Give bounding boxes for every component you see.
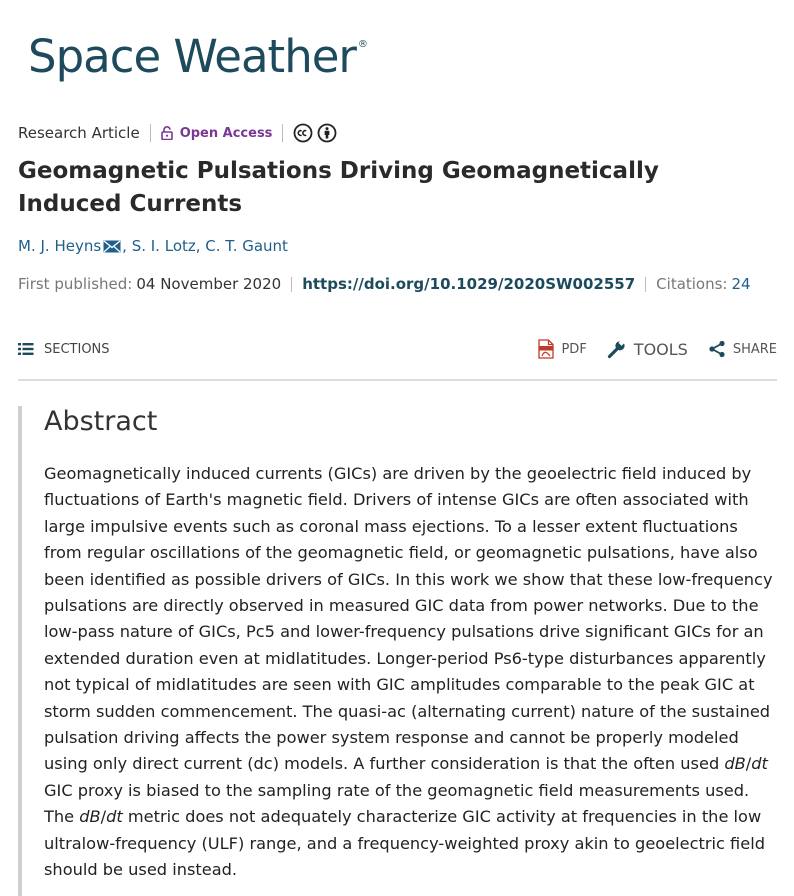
open-access-label: Open Access (179, 125, 273, 141)
abstract-body (44, 461, 779, 884)
share-label: SHARE (732, 341, 777, 357)
tools-label: TOOLS (633, 339, 688, 359)
wrench-icon (607, 339, 627, 359)
journal-name[interactable]: Space Weather (28, 30, 356, 83)
citations-count[interactable]: 24 (731, 275, 751, 293)
divider (150, 124, 151, 142)
creative-commons-icon (293, 123, 313, 143)
abstract-section (18, 406, 781, 896)
first-published-label: First published: (18, 275, 133, 293)
math-dB: dB (79, 807, 101, 827)
author-separator: , (195, 237, 206, 255)
lock-open-icon (161, 126, 173, 140)
divider (282, 124, 283, 142)
abstract-text: Geomagnetically induced currents (GICs) are driven by the geoelectric field induced by fluctuations of Earth's magnetic field. Drivers of intense GICs are often associated with large impulsive events such as coronal mass ejections. To a lesser extent fluctuations from regular oscillations of the geomagnetic field, or geomagnetic pulsations, have also been identified as possible drivers of GICs. In this work we show that these low-frequency pulsations are directly observed in measured GIC data from power networks. Due to the low-pass nature of GICs, Pc5 and lower-frequency pulsations drive significant GICs for an extended duration even at midlatitudes. Longer-period Ps6-type disturbances apparently not typical of midlatitudes are seen with GIC amplitudes comparable to the peak GIC at storm sudden commencement. The quasi-ac (alternating current) nature of the sustained pulsation driving affects the power system response and cannot be properly modeled using only direct current (dc) models. A further consideration is that the often used (44, 464, 773, 774)
article-meta (18, 122, 337, 144)
math-dt: dt (751, 754, 768, 774)
license-badge[interactable] (293, 123, 337, 143)
open-access-badge[interactable] (161, 126, 273, 141)
registered-mark: ® (357, 39, 368, 50)
toolbar-divider (18, 379, 777, 381)
math-slash: / (100, 807, 107, 827)
toolbar-actions (518, 339, 777, 359)
author-link[interactable]: S. I. Lotz (131, 237, 196, 255)
sections-button[interactable] (18, 342, 110, 357)
list-icon (18, 342, 34, 356)
share-button[interactable] (708, 340, 777, 358)
pdf-icon (538, 339, 554, 359)
divider (291, 277, 292, 292)
share-icon (708, 340, 726, 358)
first-published-date: 04 November 2020 (136, 275, 282, 293)
math-slash: / (745, 754, 752, 774)
citations-label: Citations: (656, 275, 728, 293)
math-dt: dt (106, 807, 123, 827)
pdf-label: PDF (561, 341, 587, 357)
mail-icon[interactable] (103, 240, 121, 253)
sections-label: SECTIONS (44, 341, 110, 357)
math-dB: dB (724, 754, 746, 774)
pdf-button[interactable] (538, 339, 586, 359)
author-link[interactable]: C. T. Gaunt (205, 237, 288, 255)
abstract-text: GIC proxy is biased to the sampling rate of the geomagnetic field measurements used. The (44, 780, 750, 827)
abstract-heading: Abstract (44, 406, 158, 437)
author-list (18, 237, 288, 255)
article-type: Research Article (18, 124, 140, 142)
attribution-icon (317, 123, 337, 143)
author-link[interactable]: M. J. Heyns (18, 237, 102, 255)
article-title: Geomagnetic Pulsations Driving Geomagnetically Induced Currents (18, 158, 659, 217)
publication-info (18, 275, 751, 293)
doi-link[interactable]: https://doi.org/10.1029/2020SW002557 (302, 275, 636, 293)
divider (645, 277, 646, 292)
abstract-text: metric does not adequately characterize GIC activity at frequencies in the low ultralow-frequency (ULF) range, and a frequency-weighted proxy akin to geoelectric field should be used instead. (44, 807, 765, 880)
author-separator: , (122, 237, 132, 255)
tools-button[interactable] (607, 339, 688, 359)
article-toolbar (18, 334, 777, 364)
journal-logo[interactable] (28, 30, 368, 83)
